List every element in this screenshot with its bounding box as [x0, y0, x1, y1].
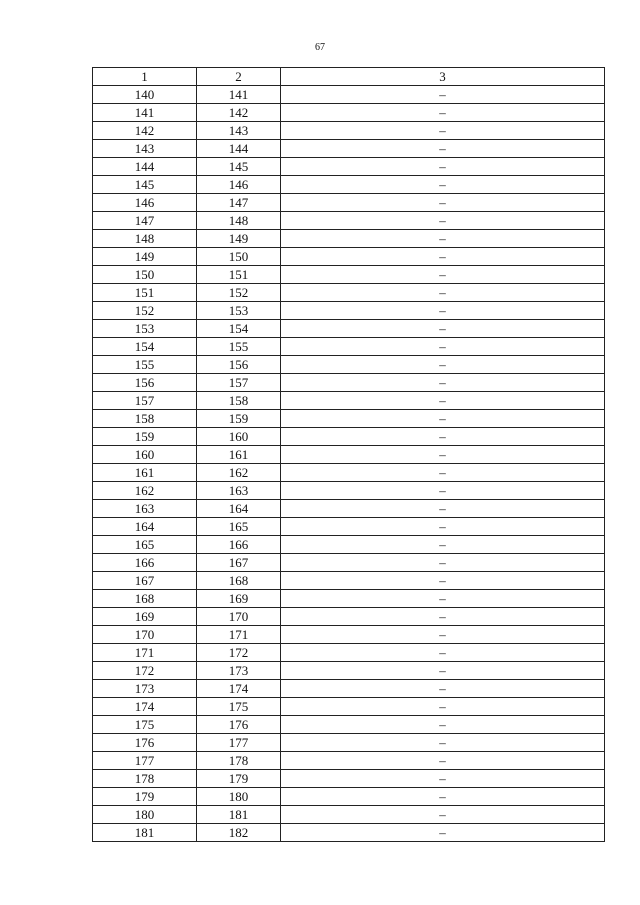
table-cell-col-2: 160 — [197, 428, 281, 446]
table-cell-col-3: – — [281, 608, 605, 626]
table-cell-col-2: 151 — [197, 266, 281, 284]
column-header-2: 2 — [197, 68, 281, 86]
table-cell-col-2: 181 — [197, 806, 281, 824]
table-cell-col-2: 157 — [197, 374, 281, 392]
table-cell-col-2: 156 — [197, 356, 281, 374]
table-cell-col-3: – — [281, 644, 605, 662]
table-cell-col-3: – — [281, 374, 605, 392]
table-row — [93, 500, 605, 518]
table-cell-col-2: 179 — [197, 770, 281, 788]
table-row — [93, 392, 605, 410]
column-header-1: 1 — [93, 68, 197, 86]
table-row — [93, 698, 605, 716]
table-cell-col-1: 147 — [93, 212, 197, 230]
table-cell-col-2: 167 — [197, 554, 281, 572]
table-cell-col-1: 178 — [93, 770, 197, 788]
table-cell-col-3: – — [281, 662, 605, 680]
table-row — [93, 824, 605, 842]
table-cell-col-2: 168 — [197, 572, 281, 590]
table-cell-col-3: – — [281, 176, 605, 194]
table-cell-col-3: – — [281, 518, 605, 536]
table-cell-col-2: 182 — [197, 824, 281, 842]
table-cell-col-1: 171 — [93, 644, 197, 662]
table-cell-col-1: 158 — [93, 410, 197, 428]
table-row — [93, 554, 605, 572]
table-row — [93, 626, 605, 644]
table-cell-col-2: 177 — [197, 734, 281, 752]
table-cell-col-1: 150 — [93, 266, 197, 284]
table-row — [93, 176, 605, 194]
table-cell-col-1: 148 — [93, 230, 197, 248]
table-cell-col-1: 168 — [93, 590, 197, 608]
table-row — [93, 806, 605, 824]
table-cell-col-3: – — [281, 536, 605, 554]
table-cell-col-3: – — [281, 806, 605, 824]
table-cell-col-1: 176 — [93, 734, 197, 752]
column-header-3: 3 — [281, 68, 605, 86]
table-row — [93, 716, 605, 734]
table-cell-col-2: 170 — [197, 608, 281, 626]
table-row — [93, 320, 605, 338]
table-cell-col-3: – — [281, 266, 605, 284]
table-cell-col-2: 163 — [197, 482, 281, 500]
table-row — [93, 680, 605, 698]
table-cell-col-1: 143 — [93, 140, 197, 158]
table-cell-col-2: 176 — [197, 716, 281, 734]
table-cell-col-2: 150 — [197, 248, 281, 266]
table-cell-col-3: – — [281, 212, 605, 230]
table-cell-col-1: 159 — [93, 428, 197, 446]
table-cell-col-3: – — [281, 572, 605, 590]
table-cell-col-1: 163 — [93, 500, 197, 518]
table-cell-col-1: 179 — [93, 788, 197, 806]
table-cell-col-3: – — [281, 140, 605, 158]
table-cell-col-1: 141 — [93, 104, 197, 122]
table-cell-col-1: 172 — [93, 662, 197, 680]
table-cell-col-3: – — [281, 716, 605, 734]
table-row — [93, 86, 605, 104]
table-cell-col-3: – — [281, 752, 605, 770]
table-cell-col-3: – — [281, 338, 605, 356]
table-row — [93, 266, 605, 284]
table-cell-col-1: 156 — [93, 374, 197, 392]
table-cell-col-3: – — [281, 500, 605, 518]
table-cell-col-1: 140 — [93, 86, 197, 104]
table-cell-col-3: – — [281, 356, 605, 374]
table-cell-col-1: 177 — [93, 752, 197, 770]
table-row — [93, 212, 605, 230]
table-row — [93, 734, 605, 752]
table-cell-col-2: 158 — [197, 392, 281, 410]
table-cell-col-2: 145 — [197, 158, 281, 176]
table-row — [93, 104, 605, 122]
table-cell-col-2: 152 — [197, 284, 281, 302]
table-cell-col-3: – — [281, 824, 605, 842]
table-cell-col-2: 174 — [197, 680, 281, 698]
table-cell-col-1: 155 — [93, 356, 197, 374]
table-cell-col-1: 174 — [93, 698, 197, 716]
table-cell-col-3: – — [281, 482, 605, 500]
table-cell-col-2: 141 — [197, 86, 281, 104]
data-table — [92, 67, 605, 842]
table-cell-col-1: 151 — [93, 284, 197, 302]
table-cell-col-3: – — [281, 770, 605, 788]
table-cell-col-3: – — [281, 446, 605, 464]
table-cell-col-1: 154 — [93, 338, 197, 356]
table-row — [93, 428, 605, 446]
table-row — [93, 662, 605, 680]
table-cell-col-1: 170 — [93, 626, 197, 644]
table-cell-col-1: 146 — [93, 194, 197, 212]
table-cell-col-1: 175 — [93, 716, 197, 734]
table-cell-col-2: 166 — [197, 536, 281, 554]
table-row — [93, 590, 605, 608]
table-header — [93, 68, 605, 86]
table-row — [93, 518, 605, 536]
table-row — [93, 284, 605, 302]
table-cell-col-3: – — [281, 230, 605, 248]
table-cell-col-2: 180 — [197, 788, 281, 806]
table-cell-col-2: 143 — [197, 122, 281, 140]
table-cell-col-2: 146 — [197, 176, 281, 194]
table-cell-col-3: – — [281, 302, 605, 320]
table-cell-col-2: 142 — [197, 104, 281, 122]
table-cell-col-3: – — [281, 392, 605, 410]
table-row — [93, 338, 605, 356]
table-cell-col-1: 169 — [93, 608, 197, 626]
table-cell-col-3: – — [281, 698, 605, 716]
table-cell-col-2: 172 — [197, 644, 281, 662]
table-cell-col-2: 162 — [197, 464, 281, 482]
table-row — [93, 464, 605, 482]
table-cell-col-1: 149 — [93, 248, 197, 266]
table-cell-col-2: 159 — [197, 410, 281, 428]
table-cell-col-3: – — [281, 122, 605, 140]
page-number: 67 — [315, 42, 325, 53]
table-row — [93, 356, 605, 374]
table-row — [93, 230, 605, 248]
table-row — [93, 788, 605, 806]
table-cell-col-2: 147 — [197, 194, 281, 212]
table-cell-col-1: 160 — [93, 446, 197, 464]
table-cell-col-3: – — [281, 554, 605, 572]
table-cell-col-3: – — [281, 248, 605, 266]
table-cell-col-2: 178 — [197, 752, 281, 770]
table-row — [93, 770, 605, 788]
table-row — [93, 158, 605, 176]
table-cell-col-2: 144 — [197, 140, 281, 158]
table-cell-col-3: – — [281, 284, 605, 302]
table-cell-col-2: 164 — [197, 500, 281, 518]
table-cell-col-2: 154 — [197, 320, 281, 338]
table-cell-col-2: 148 — [197, 212, 281, 230]
table-cell-col-3: – — [281, 194, 605, 212]
table-row — [93, 140, 605, 158]
table-row — [93, 374, 605, 392]
table-cell-col-1: 153 — [93, 320, 197, 338]
table-cell-col-3: – — [281, 320, 605, 338]
table-row — [93, 608, 605, 626]
table-cell-col-2: 171 — [197, 626, 281, 644]
table-row — [93, 248, 605, 266]
table-cell-col-2: 153 — [197, 302, 281, 320]
table-cell-col-3: – — [281, 590, 605, 608]
table-cell-col-3: – — [281, 104, 605, 122]
table-cell-col-3: – — [281, 788, 605, 806]
table-body — [93, 86, 605, 842]
table-cell-col-1: 167 — [93, 572, 197, 590]
table-row — [93, 410, 605, 428]
table-cell-col-1: 162 — [93, 482, 197, 500]
table-cell-col-1: 144 — [93, 158, 197, 176]
table-row — [93, 572, 605, 590]
table-cell-col-3: – — [281, 86, 605, 104]
table-cell-col-2: 175 — [197, 698, 281, 716]
table-row — [93, 194, 605, 212]
table-cell-col-1: 173 — [93, 680, 197, 698]
table-cell-col-2: 149 — [197, 230, 281, 248]
table-cell-col-3: – — [281, 680, 605, 698]
table-cell-col-3: – — [281, 410, 605, 428]
table-cell-col-1: 145 — [93, 176, 197, 194]
table-cell-col-1: 157 — [93, 392, 197, 410]
table-row — [93, 446, 605, 464]
table-cell-col-1: 181 — [93, 824, 197, 842]
table-cell-col-3: – — [281, 428, 605, 446]
table-cell-col-2: 161 — [197, 446, 281, 464]
table-cell-col-1: 152 — [93, 302, 197, 320]
table-row — [93, 644, 605, 662]
table-cell-col-3: – — [281, 158, 605, 176]
table-cell-col-2: 155 — [197, 338, 281, 356]
table-cell-col-3: – — [281, 464, 605, 482]
table-row — [93, 482, 605, 500]
table-cell-col-3: – — [281, 734, 605, 752]
table-cell-col-1: 165 — [93, 536, 197, 554]
table-cell-col-1: 166 — [93, 554, 197, 572]
table-cell-col-2: 173 — [197, 662, 281, 680]
table-cell-col-2: 169 — [197, 590, 281, 608]
table-cell-col-1: 142 — [93, 122, 197, 140]
table-row — [93, 122, 605, 140]
table-cell-col-3: – — [281, 626, 605, 644]
table-cell-col-1: 164 — [93, 518, 197, 536]
table-row — [93, 302, 605, 320]
table-row — [93, 752, 605, 770]
header-row — [93, 68, 605, 86]
table-row — [93, 536, 605, 554]
table-cell-col-1: 161 — [93, 464, 197, 482]
table-cell-col-2: 165 — [197, 518, 281, 536]
table-cell-col-1: 180 — [93, 806, 197, 824]
